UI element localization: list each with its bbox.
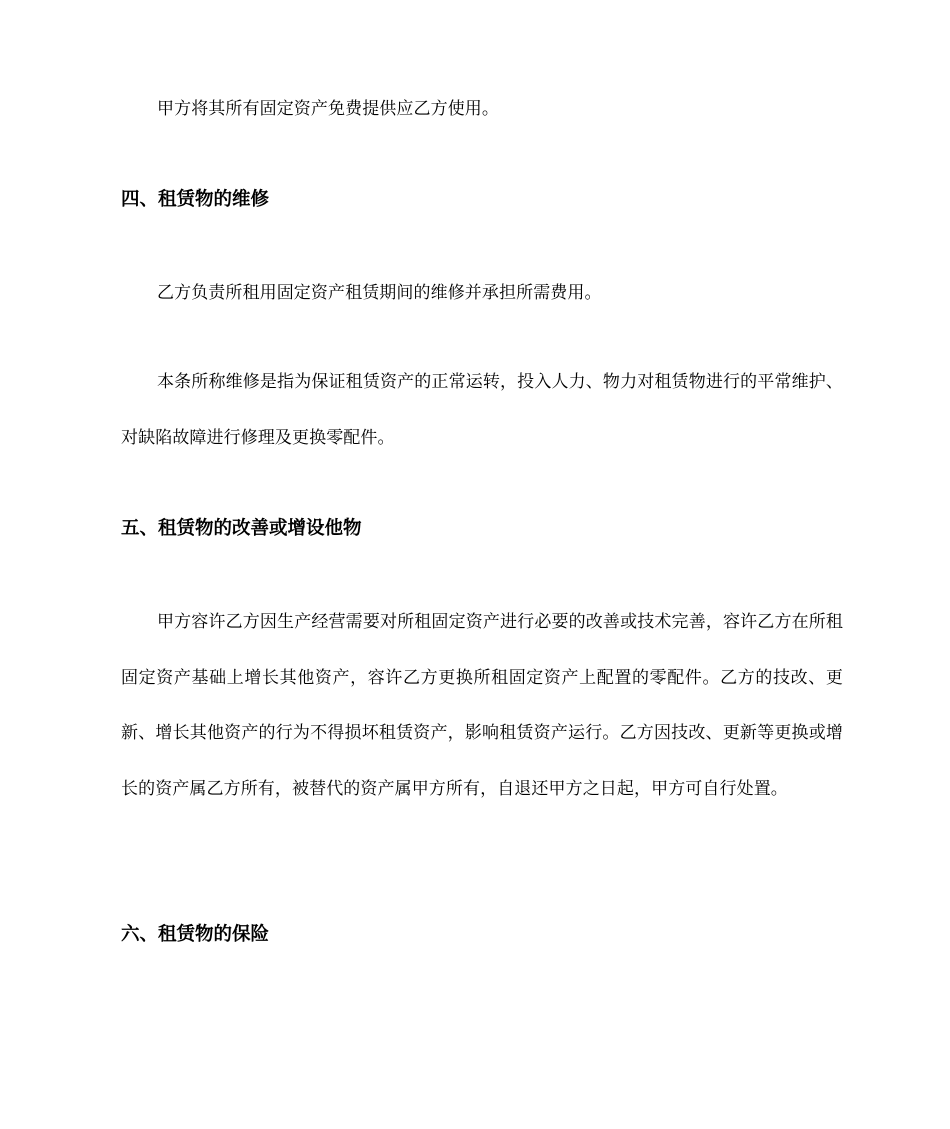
paragraph-improvement: 甲方容许乙方因生产经营需要对所租固定资产进行必要的改善或技术完善，容许乙方在所租固定资产基础上增长其他资产，容许乙方更换所租固定资产上配置的零配件。乙方的技改、更新、增长其他资产的行为不得损坏租赁资产，影响租赁资产运行。乙方因技改、更新等更换或增长的资产属乙方所有，被替代的资产属甲方所有，自退还甲方之日起，甲方可自行处置。 (121, 612, 843, 799)
heading-improvement: 五、租赁物的改善或增设他物 (121, 518, 362, 539)
paragraph-maintenance-responsibility: 乙方负责所租用固定资产租赁期间的维修并承担所需费用。 (157, 283, 602, 303)
paragraph-maintenance-definition: 本条所称维修是指为保证租赁资产的正常运转，投入人力、物力对租赁物进行的平常维护、对缺陷故障进行修理及更换零配件。 (121, 372, 843, 448)
heading-maintenance: 四、租赁物的维修 (121, 189, 270, 210)
heading-insurance: 六、租赁物的保险 (121, 924, 270, 945)
paragraph-free-use: 甲方将其所有固定资产免费提供应乙方使用。 (157, 99, 499, 119)
